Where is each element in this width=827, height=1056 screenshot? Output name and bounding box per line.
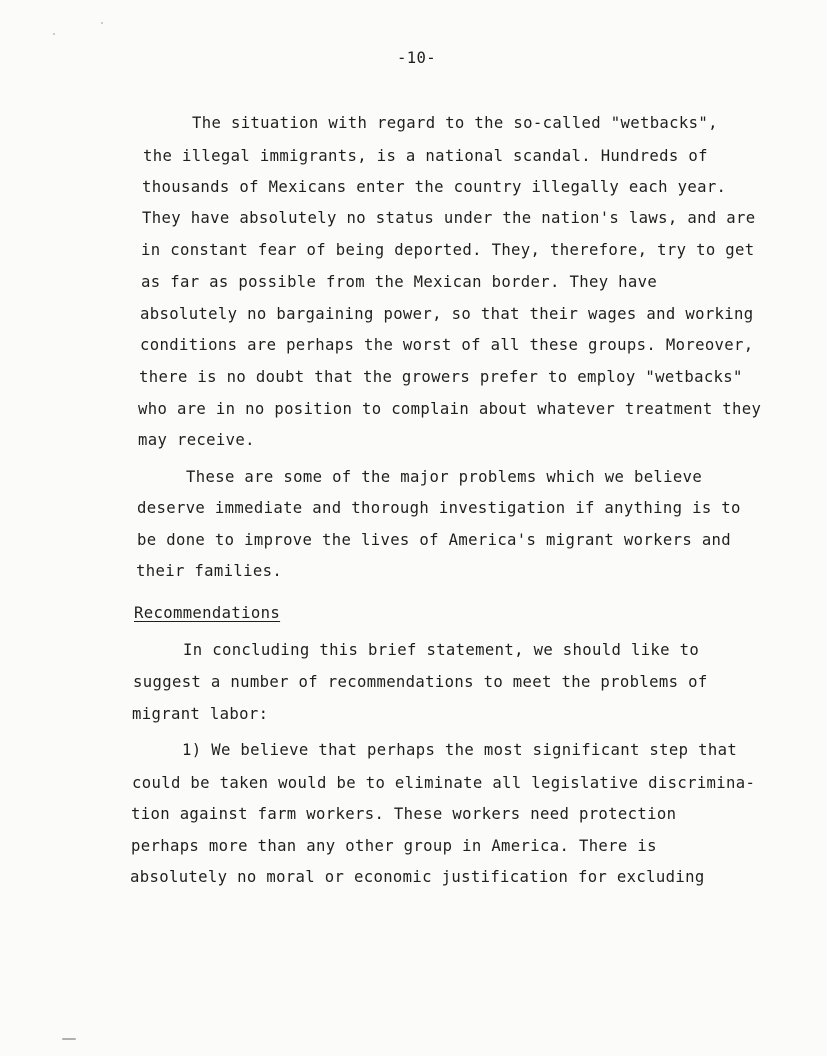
paragraph-3-line-3: migrant labor:: [132, 705, 269, 723]
paragraph-2-line-4: their families.: [136, 562, 283, 580]
page-number: -10-: [397, 49, 436, 67]
paragraph-1-line-6: as far as possible from the Mexican border. They have: [141, 273, 658, 291]
paragraph-2-line-1: These are some of the major problems which we believe: [186, 468, 703, 486]
paragraph-4-line-1: 1) We believe that perhaps the most significant step that: [182, 741, 738, 759]
paragraph-1-line-11: may receive.: [138, 431, 255, 449]
paragraph-1-line-10: who are in no position to complain about whatever treatment they: [138, 400, 762, 418]
paragraph-1-line-1: The situation with regard to the so-called "wetbacks",: [192, 114, 718, 132]
paragraph-1-line-8: conditions are perhaps the worst of all these groups. Moreover,: [140, 336, 754, 354]
paragraph-1-line-3: thousands of Mexicans enter the country illegally each year.: [142, 178, 727, 196]
paragraph-3-line-1: In concluding this brief statement, we should like to: [183, 641, 700, 659]
paragraph-1-line-2: the illegal immigrants, is a national scandal. Hundreds of: [143, 147, 708, 165]
paper-mark: [62, 1038, 76, 1040]
paragraph-1-line-7: absolutely no bargaining power, so that their wages and working: [140, 305, 754, 323]
paragraph-2-line-3: be done to improve the lives of America's migrant workers and: [137, 531, 732, 549]
paragraph-4-line-2: could be taken would be to eliminate all legislative discrimina-: [132, 774, 756, 792]
paragraph-1-line-5: in constant fear of being deported. They, therefore, try to get: [141, 241, 755, 259]
paragraph-2-line-2: deserve immediate and thorough investigation if anything is to: [137, 499, 741, 517]
section-heading: Recommendations: [134, 604, 281, 622]
paragraph-4-line-4: perhaps more than any other group in America. There is: [131, 837, 657, 855]
paragraph-1-line-4: They have absolutely no status under the nation's laws, and are: [142, 209, 756, 227]
paragraph-1-line-9: there is no doubt that the growers prefer to employ "wetbacks": [139, 368, 743, 386]
paper-speck: [53, 33, 55, 35]
paper-speck: [101, 22, 103, 24]
paragraph-3-line-2: suggest a number of recommendations to meet the problems of: [133, 673, 708, 691]
paragraph-4-line-5: absolutely no moral or economic justification for excluding: [130, 868, 705, 886]
paragraph-4-line-3: tion against farm workers. These workers need protection: [131, 805, 677, 823]
